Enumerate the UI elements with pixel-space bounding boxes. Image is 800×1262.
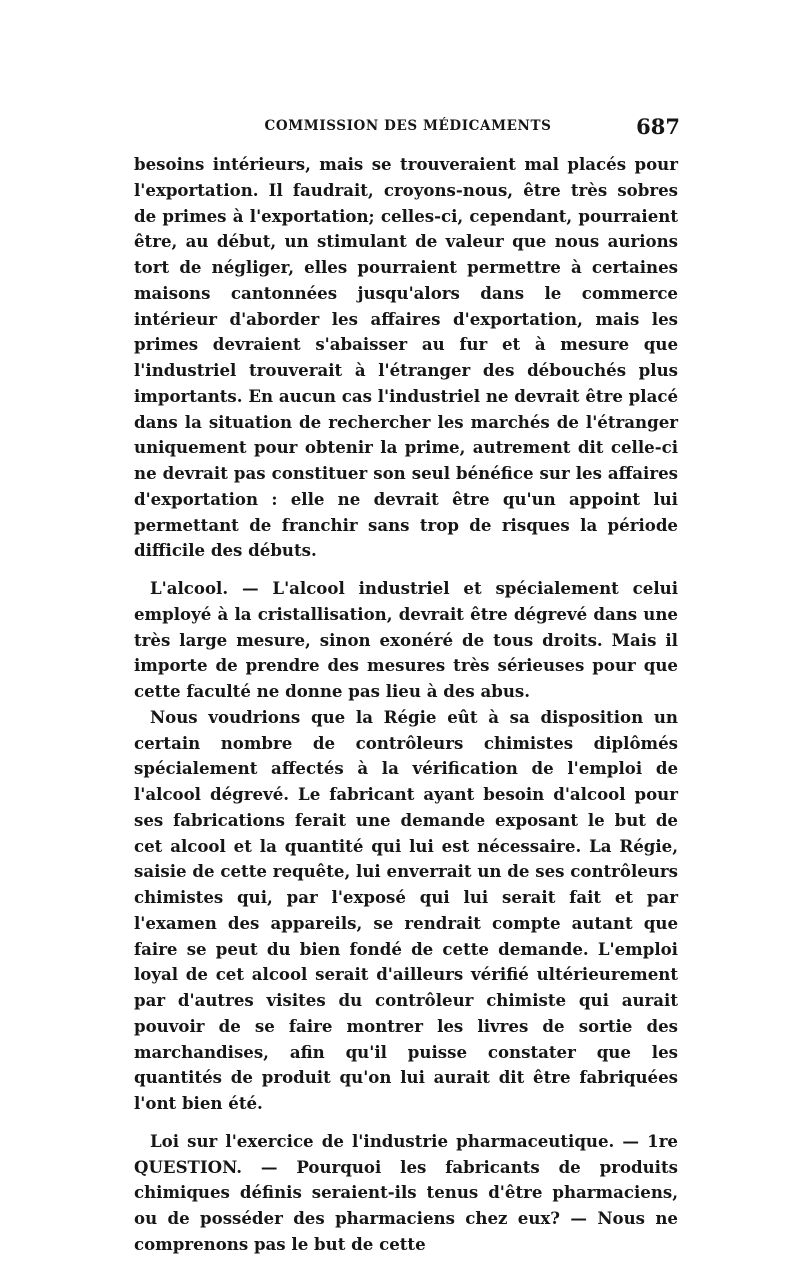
paragraph-text: 1re QUESTION. — Pourquoi les fabricants de produits chimiques définis seraient-ils tenus d'être pharmaciens, ou de posséder des pharmaciens chez eux? — Nous ne comprenons pas le but de cette <box>134 1130 678 1254</box>
paragraph-text: besoins intérieurs, mais se trouveraient mal placés pour l'exportation. Il faudrait, croyons-nous, être très sobres de primes à l'exportation; celles-ci, cependant, pourraient être, au début, un stimulant de valeur que nous aurions tort de négliger, elles pourraient permettre à certaines maisons cantonnées jusqu'alors dans le commerce intérieur d'aborder les affaires d'exportation, mais les primes devraient s'abaisser au fur et à mesure que l'industriel trouverait à l'étranger des débouchés plus importants. En aucun cas l'industriel ne devrait être placé dans la situation de rechercher les marchés de l'étranger uniquement pour obtenir la prime, autrement dit celle-ci ne devrait pas constituer son seul bénéfice sur les affaires d'exportation : elle ne devrait être qu'un appoint lui permettant de franchir sans trop de risques la période difficile des débuts. <box>134 154 678 561</box>
section-heading-loi: Loi sur l'exercice de l'industrie pharmaceutique. — <box>150 1130 640 1151</box>
paragraph-loi <box>134 1129 678 1258</box>
paragraph-text: Nous voudrions que la Régie eût à sa disposition un certain nombre de contrôleurs chimistes diplômés spécialement affectés à la vérification de l'emploi de l'alcool dégrevé. Le fabricant ayant besoin d'alcool pour ses fabrications ferait une demande exposant le but de cet alcool et la quantité qui lui est nécessaire. La Régie, saisie de cette requête, lui enverrait un de ses contrôleurs chimistes qui, par l'exposé qui lui serait fait et par l'examen des appareils, se rendrait compte autant que faire se peut du bien fondé de cette demande. L'emploi loyal de cet alcool serait d'ailleurs vérifié ultérieurement par d'autres visites du contrôleur chimiste qui aurait pouvoir de se faire montrer les livres de sortie des marchandises, afin qu'il puisse constater que les quantités de produit qu'on lui aurait dit être fabriquées l'ont bien été. <box>134 706 678 1113</box>
page-header <box>134 114 682 144</box>
section-heading-alcool: L'alcool. — <box>150 578 259 598</box>
paragraph-regie <box>134 705 678 1117</box>
body-text <box>134 152 678 1258</box>
paragraph-exportation <box>134 152 678 564</box>
running-title: COMMISSION DES MÉDICAMENTS <box>264 118 552 134</box>
paragraph-alcool <box>134 576 678 705</box>
page-number: 687 <box>636 114 680 139</box>
paragraph-text: L'alcool industriel et spécialement celui employé à la cristallisation, devrait être dégrevé dans une très large mesure, sinon exonéré de tous droits. Mais il importe de prendre des mesures très sérieuses pour que cette faculté ne donne pas lieu à des abus. <box>134 578 678 701</box>
